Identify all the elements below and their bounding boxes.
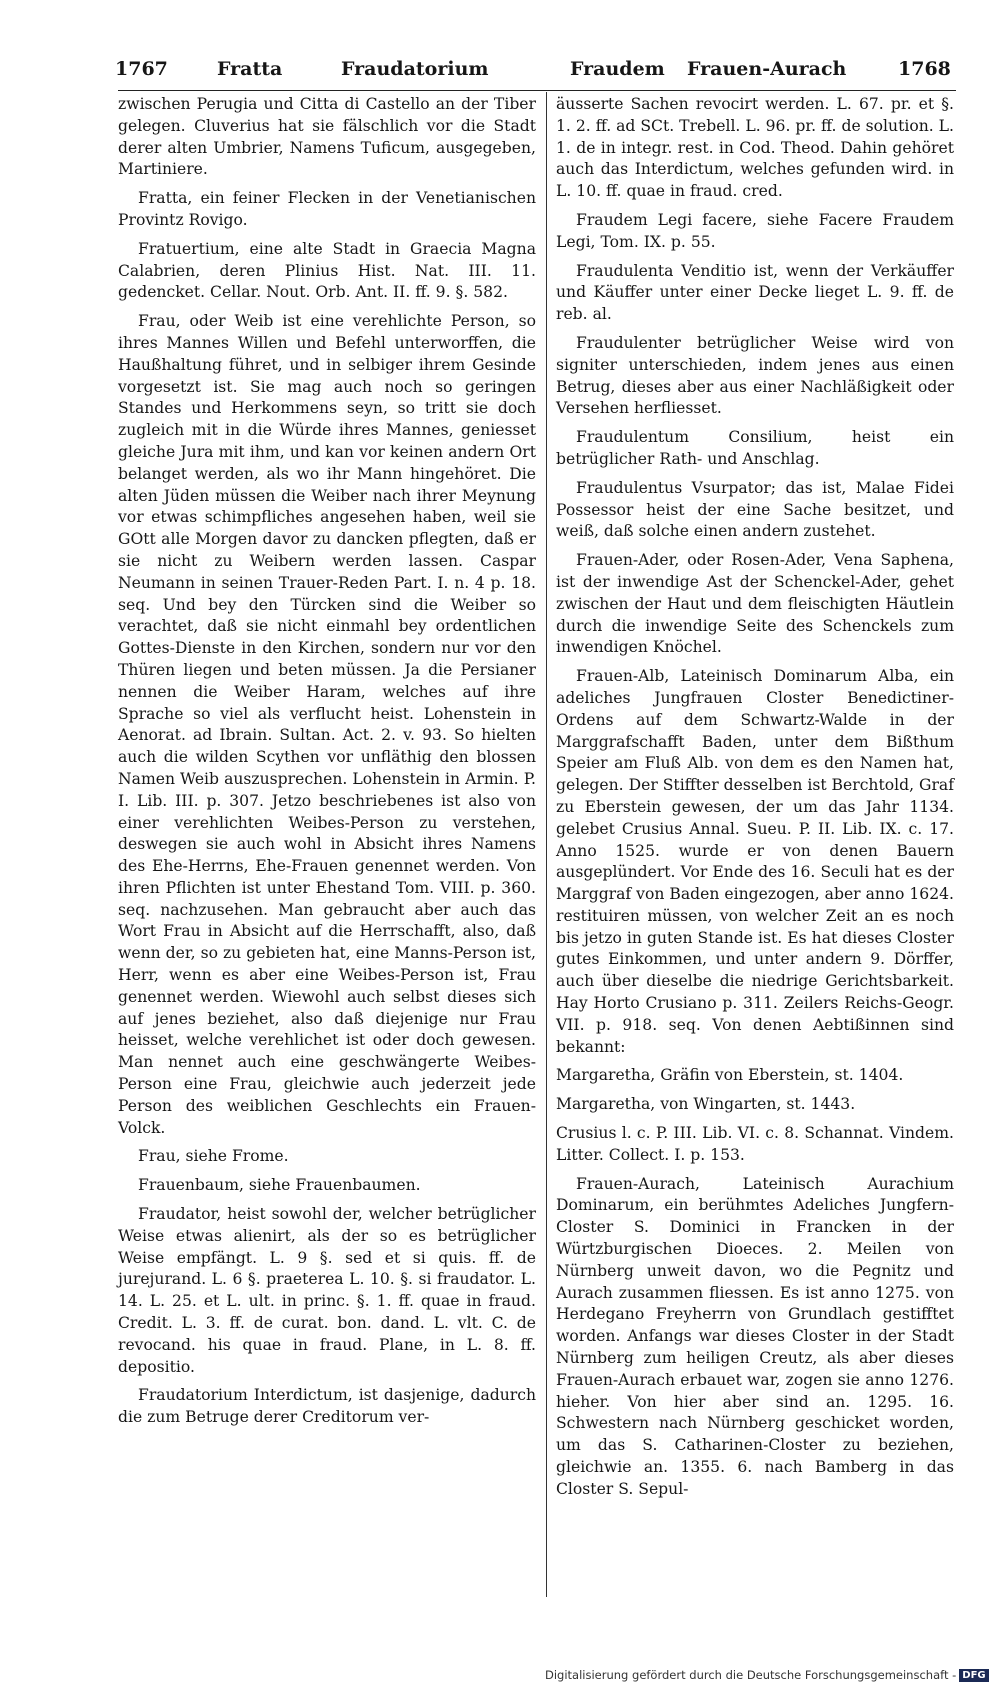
running-header [115,58,955,90]
entry-fratuertium: Fratuertium, eine alte Stadt in Graecia Magna Calabrien, deren Plinius Hist. Nat. III. 11. gedencket. Cellar. Nout. Orb. Ant. II. ff. 9. §. 582. [118,239,536,302]
entry-continuation: zwischen Perugia und Citta di Castello an der Tiber gelegen. Cluverius hat sie fälschlich vor die Stadt derer alten Umbrier, Namens Tuficum, ausgegeben, Martiniere. [118,95,536,179]
entry-frauen-ader: Frauen-Ader, oder Rosen-Ader, Vena Saphena, ist der inwendige Ast der Schenckel-Ader, gehet zwischen der Haut und dem fleischigten Häutlein durch die inwendige Seite des Schenckels zum inwendigen Knöchel. [556,551,954,657]
entry-frauenbaum: Frauenbaum, siehe Frauenbaumen. [138,1176,421,1195]
left-column [118,94,536,1436]
footer-text: Digitalisierung gefördert durch die Deutsche Forschungsgemeinschaft - [545,1668,957,1682]
entry-fraudator: Fraudator, heist sowohl der, welcher betrüglicher Weise etwas alienirt, als der so es betrüglicher Weise empfängt. L. 9 §. sed et si quis. ff. de jurejurand. L. 6 §. praeterea L. 10. §. si fraudator. L. 14. L. 25. et L. ult. in princ. §. 1. ff. quae in fraud. Credit. L. 3. ff. de curat. bon. dand. L. vlt. C. de revocand. his quae in fraud. Plane, in L. 8. ff. depositio. [118,1205,536,1376]
entry-frauen-alb: Frauen-Alb, Lateinisch Dominarum Alba, ein adeliches Jungfrauen Closter Benedictiner-Ordens auf dem Schwartz-Walde in der Marggrafschafft Baden, unter dem Bißthum Speier am Fluß Alb. von dem es den Namen hat, gelegen. Der Stiffter desselben ist Berchtold, Graf zu Eberstein gewesen, der um das Jahr 1134. gelebet Crusius Annal. Sueu. P. II. Lib. IX. c. 17. Anno 1525. wurde er von denen Bauern ausgeplündert. Vor Ende des 16. Seculi hat es der Marggraf von Baden eingezogen, aber anno 1624. restituiren müssen, von welcher Zeit an es noch bis jetzo in guten Stande ist. Es hat dieses Closter gutes Einkommen, und unter andern 9. Dörffer, auch über dieselbe die niedrige Gerichtsbarkeit. Hay Horto Crusiano p. 311. Zeilers Reichs-Geogr. VII. p. 918. seq. Von denen Aebtißinnen sind bekannt: [556,667,954,1056]
entry-frauen-aurach: Frauen-Aurach, Lateinisch Aurachium Dominarum, ein berühmtes Adeliches Jungfern-Closter S. Dominici in Francken in der Würtzburgischen Dioeces. 2. Meilen von Nürnberg unweit davon, wo die Pegnitz und Aurach zusammen fliessen. Es ist anno 1275. von Herdegano Freyherrn von Grundlach gestifftet worden. Anfangs war dieses Closter in der Stadt Nürnberg zum heiligen Creutz, als aber dieses Frauen-Aurach erbauet war, zogen sie anno 1276. hieher. Von hier aber sind an. 1295. 16. Schwestern nach Nürnberg geschicket worden, um das S. Catharinen-Closter zu beziehen, gleichwie an. 1355. 6. nach Bamberg in das Closter S. Sepul- [556,1174,954,1498]
column-divider [546,92,547,1597]
entry-frau-siehe: Frau, siehe Frome. [138,1147,289,1166]
abbess-list-item: Margaretha, Gräfin von Eberstein, st. 1404. [556,1066,904,1085]
page-number-right: 1768 [898,58,951,80]
header-keyword-1: Fratta [217,58,283,80]
entry-continuation: äusserte Sachen revocirt werden. L. 67. pr. et §. 1. 2. ff. ad SCt. Trebell. L. 96. pr. ff. de solution. L. 1. de in integr. rest. in Cod. Theod. Dahin gehöret auch das Interdictum, welches gefunden wird. in L. 10. ff. quae in fraud. cred. [556,95,954,201]
entry-fraudulentum: Fraudulentum Consilium, heist ein betrüglicher Rath- und Anschlag. [556,428,954,468]
right-column [556,94,954,1508]
citation-line: Crusius l. c. P. III. Lib. VI. c. 8. Schannat. Vindem. Litter. Collect. I. p. 153. [556,1124,954,1164]
entry-fratta: Fratta, ein feiner Flecken in der Venetianischen Provintz Rovigo. [118,189,536,229]
entry-fraudulenter: Fraudulenter betrüglicher Weise wird von signiter unterschieden, indem jenes aus einen Betrug, dieses aber aus einer Nachläßigkeit oder Versehen herfliesset. [556,333,954,418]
entry-fraudulenta: Fraudulenta Venditio ist, wenn der Verkäuffer und Käuffer unter einer Decke lieget L. 9. ff. de reb. al. [556,261,954,324]
entry-fraudem: Fraudem Legi facere, siehe Facere Fraudem Legi, Tom. IX. p. 55. [556,210,954,251]
header-keyword-2: Fraudatorium [341,58,489,80]
page-number-left: 1767 [115,58,168,80]
entry-fraudulentus: Fraudulentus Vsurpator; das ist, Malae Fidei Possessor heist der eine Sache besitzet, und weiß, daß solche einen andern zustehet. [556,478,954,541]
dfg-logo: DFG [959,1669,988,1682]
header-keyword-3: Fraudem [570,58,665,80]
abbess-list-item: Margaretha, von Wingarten, st. 1443. [556,1095,856,1114]
digitization-footer [545,1668,989,1682]
header-keyword-4: Frauen-Aurach [687,58,847,80]
header-rule [118,90,956,91]
entry-fraudatorium: Fraudatorium Interdictum, ist dasjenige, dadurch die zum Betruge derer Creditorum ver- [118,1386,536,1427]
entry-frau: Frau, oder Weib ist eine verehlichte Person, so ihres Mannes Willen und Befehl unterworffen, die Haußhaltung führet, und in selbiger ihrem Gesinde vorgesetzt ist. Sie mag auch noch so geringen Standes und Herkommens seyn, so tritt sie doch zugleich mit in die Würde ihres Mannes, geniesset gleiche Jura mit ihm, und kan vor keinen andern Ort belanget werden, als wo ihr Mann hingehöret. Die alten Jüden müssen die Weiber nach ihrer Meynung vor etwas schimpfliches angesehen haben, weil sie GOtt alle Morgen davor zu dancken pflegten, daß er sie nicht zu Weibern werden lassen. Caspar Neumann in seinen Trauer-Reden Part. I. n. 4 p. 18. seq. Und bey den Türcken sind die Weiber so verachtet, daß sie nicht einmahl bey ordentlichen Gottes-Dienste in den Kirchen, sondern nur vor den Thüren liegen und beten müssen. Ja die Persianer nennen die Weiber Haram, welches auf ihre Sprache so viel als verflucht heist. Lohenstein in Aenorat. ad Ibrain. Sultan. Act. 2. v. 93. So hielten auch die wilden Scythen vor unfläthig den blossen Namen Weib auszusprechen. Lohenstein in Armin. P. I. Lib. III. p. 307. Jetzo beschriebenes ist also von einer verehlichten Weibes-Person zu verstehen, deswegen sie auch wohl in Absicht ihres Namens des Ehe-Herrns, Ehe-Frauen genennet werden. Von ihren Pflichten ist unter Ehestand Tom. VIII. p. 360. seq. nachzusehen. Man gebraucht aber auch das Wort Frau in Absicht auf die Herrschafft, also, daß wenn der, so zu gebieten hat, eine Manns-Person ist, Herr, wenn es aber eine Weibes-Person ist, Frau genennet werden. Wiewohl auch selbst dieses sich auf jenes beziehet, also daß diejenige nur Frau heisset, welche verehlichet ist oder doch gewesen. Man nennet auch eine geschwängerte Weibes-Person eine Frau, gleichwie auch jederzeit jede Person des weiblichen Geschlechts ein Frauen-Volck. [118,312,536,1137]
